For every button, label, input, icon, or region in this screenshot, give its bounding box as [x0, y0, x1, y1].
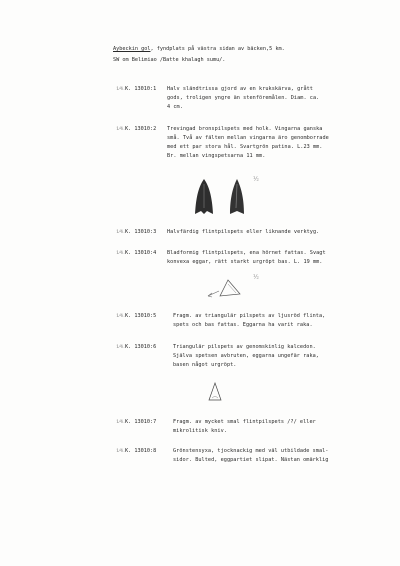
- entry-3-catalog: K. 13010:3: [125, 229, 157, 235]
- entry-5-mark: 1⁄4.: [116, 313, 125, 319]
- entry-5-line-1: Fragm. av triangulär pilspets av ljusröd flinta,: [173, 313, 326, 319]
- header-line-1: [113, 46, 285, 53]
- chalcedony-arrowhead-drawing: [206, 381, 224, 403]
- entry-8-catalog: K. 13010:8: [125, 448, 157, 454]
- entry-8-mark: 1⁄4.: [116, 448, 125, 454]
- entry-6-line-1: Triangulär pilspets av genomskinlig kalcedon.: [173, 344, 316, 350]
- entry-8-line-1: Grönstensyxa, tjocknackig med väl utbildade smal-: [173, 448, 329, 454]
- entry-7-line-1: Fragm. av mycket smal flintpilspets /?/ eller: [173, 419, 316, 425]
- entry-4-line-1: Bladformig flintpilspets, ena hörnet fattas. Svagt: [167, 250, 326, 256]
- entry-3-line-1: Halvfärdig flintpilspets eller liknande verktyg.: [167, 229, 320, 235]
- bronze-arrowhead-drawing-side: [227, 178, 247, 216]
- pencil-mark-2: ½: [253, 274, 259, 281]
- pencil-mark-1: ½: [253, 176, 259, 183]
- entry-6-line-3: basen något urgröpt.: [173, 362, 237, 368]
- entry-4-mark: 1⁄4.: [116, 250, 125, 256]
- entry-2-line-4: Br. mellan vingspetsarna 11 mm.: [167, 153, 266, 159]
- entry-4-catalog: K. 13010:4: [125, 250, 157, 256]
- entry-6-line-2: Själva spetsen avbruten, eggarna ungefär raka,: [173, 353, 319, 359]
- entry-2-mark: 1⁄4.: [116, 126, 125, 132]
- entry-1-catalog: K. 13010:1: [125, 86, 157, 92]
- entry-6-catalog: K. 13010:6: [125, 344, 157, 350]
- flint-arrowhead-drawing: [206, 278, 244, 300]
- bronze-arrowhead-drawing-front: [193, 178, 215, 216]
- header-line-2: SW om Belimiao /Batte khalagh sumu/.: [113, 57, 226, 63]
- entry-7-mark: 1⁄4.: [116, 419, 125, 425]
- entry-4-line-2: konvexa eggar, rätt starkt urgröpt bas. L. 19 mm.: [167, 259, 323, 265]
- entry-1-mark: 1⁄4.: [116, 86, 125, 92]
- entry-5-line-2: spets och bas fattas. Eggarna ha varit raka.: [173, 322, 313, 328]
- entry-2-catalog: K. 13010:2: [125, 126, 157, 132]
- entry-8-line-2: sidor. Bulted, eggpartiet slipat. Nästan omärklig: [173, 457, 329, 463]
- header-line-1-rest: , fyndplats på västra sidan av bäcken,5 km.: [150, 46, 285, 52]
- entry-2-line-2: små. Två av fälten mellan vingarna äro genomborrade: [167, 135, 329, 141]
- entry-1-line-1: Halv sländtrissa gjord av en krukskärva, grått: [167, 86, 313, 92]
- entry-7-line-2: mikrolitisk kniv.: [173, 428, 227, 434]
- site-name: Aybeckin gol: [113, 46, 151, 52]
- entry-7-catalog: K. 13010:7: [125, 419, 157, 425]
- entry-2-line-3: med ett par stora hål. Svartgrön patina. L.23 mm.: [167, 144, 323, 150]
- entry-5-catalog: K. 13010:5: [125, 313, 157, 319]
- entry-3-mark: 1⁄4.: [116, 229, 125, 235]
- entry-1-line-2: gods, troligen yngre än stenföremålen. Diam. ca.: [167, 95, 320, 101]
- entry-6-mark: 1⁄4.: [116, 344, 125, 350]
- entry-2-line-1: Trevingad bronspilspets med holk. Vingarna ganska: [167, 126, 323, 132]
- entry-1-line-3: 4 cm.: [167, 104, 183, 110]
